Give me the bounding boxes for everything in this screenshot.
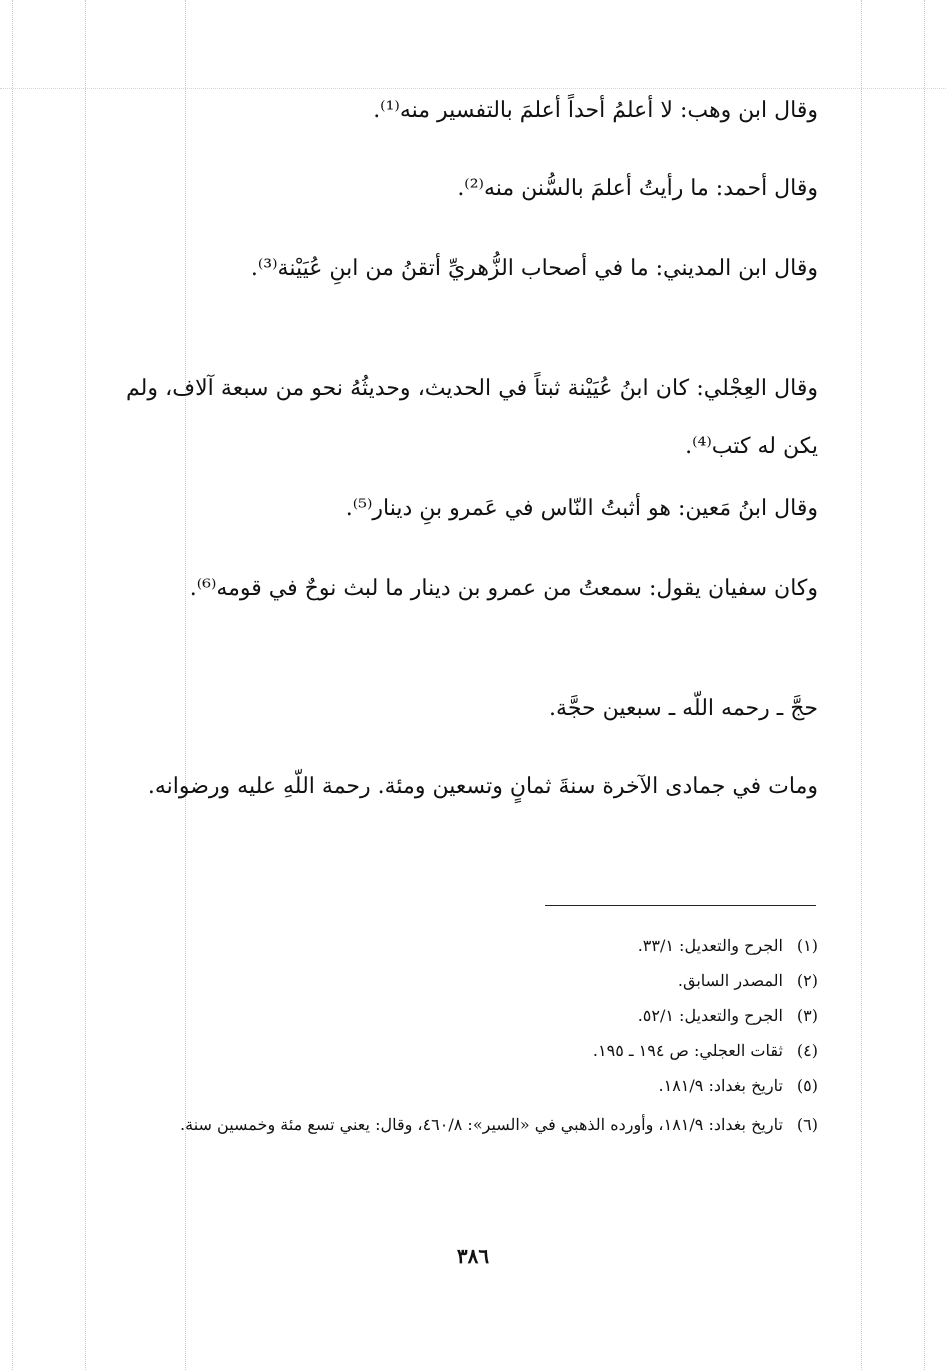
body-paragraph: وقال أحمد: ما رأيتُ أعلمَ بالسُّنن منه⁽²⁾. — [457, 176, 818, 201]
body-paragraph: وقال العِجْلي: كان ابنُ عُيَيْنة ثبتاً في الحديث، وحديثُهُ نحو من سبعة آلاف، ولم يكن له كتب⁽⁴⁾. — [126, 376, 818, 459]
footnote-number: (١) — [796, 936, 818, 955]
footnote-text: الجرح والتعديل: ٥٢/١. — [637, 1006, 783, 1025]
footnote-text: ثقات العجلي: ص ١٩٤ ـ ١٩٥. — [592, 1041, 783, 1060]
footnote-number: (٦) — [796, 1115, 818, 1134]
footnote — [126, 965, 818, 997]
footnote — [126, 1035, 818, 1067]
scan-guide-line — [12, 0, 13, 1370]
scan-guide-line — [85, 0, 86, 1370]
footnote-number: (٢) — [796, 971, 818, 990]
scan-guide-line — [861, 0, 862, 1370]
scan-guide-line — [924, 0, 925, 1370]
footnote-text: الجرح والتعديل: ٣٣/١. — [637, 936, 783, 955]
footnote-number: (٣) — [796, 1006, 818, 1025]
footnote-text: تاريخ بغداد: ١٨١/٩، وأورده الذهبي في «السير»: ٤٦٠/٨، وقال: يعني تسع مئة وخمسين سنة. — [180, 1115, 783, 1134]
footnote — [126, 1070, 818, 1102]
body-paragraph: حجَّ ـ رحمه اللّه ـ سبعين حجَّة. — [549, 696, 818, 721]
footnote — [126, 1105, 818, 1145]
footnote-separator — [545, 905, 816, 906]
footnote-number: (٤) — [796, 1041, 818, 1060]
body-paragraph: وكان سفيان يقول: سمعتُ من عمرو بن دينار ما لبث نوحٌ في قومه⁽⁶⁾. — [189, 576, 818, 601]
footnote-number: (٥) — [796, 1076, 818, 1095]
page-number: ٣٨٦ — [456, 1244, 490, 1268]
footnote — [126, 930, 818, 962]
body-paragraph: وقال ابن وهب: لا أعلمُ أحداً أعلمَ بالتفسير منه⁽¹⁾. — [373, 98, 818, 123]
body-paragraph: وقال ابن المديني: ما في أصحاب الزُّهريِّ أتقنُ من ابنِ عُيَيْنة⁽³⁾. — [250, 256, 818, 281]
body-paragraph: وقال ابنُ مَعين: هو أثبتُ النّاس في عَمرو بنِ دينار⁽⁵⁾. — [345, 496, 818, 521]
body-paragraph: ومات في جمادى الآخرة سنةَ ثمانٍ وتسعين ومئة. رحمة اللّهِ عليه ورضوانه. — [147, 774, 818, 799]
footnote — [126, 1000, 818, 1032]
footnote-text: تاريخ بغداد: ١٨١/٩. — [658, 1076, 783, 1095]
footnote-text: المصدر السابق. — [677, 971, 783, 990]
